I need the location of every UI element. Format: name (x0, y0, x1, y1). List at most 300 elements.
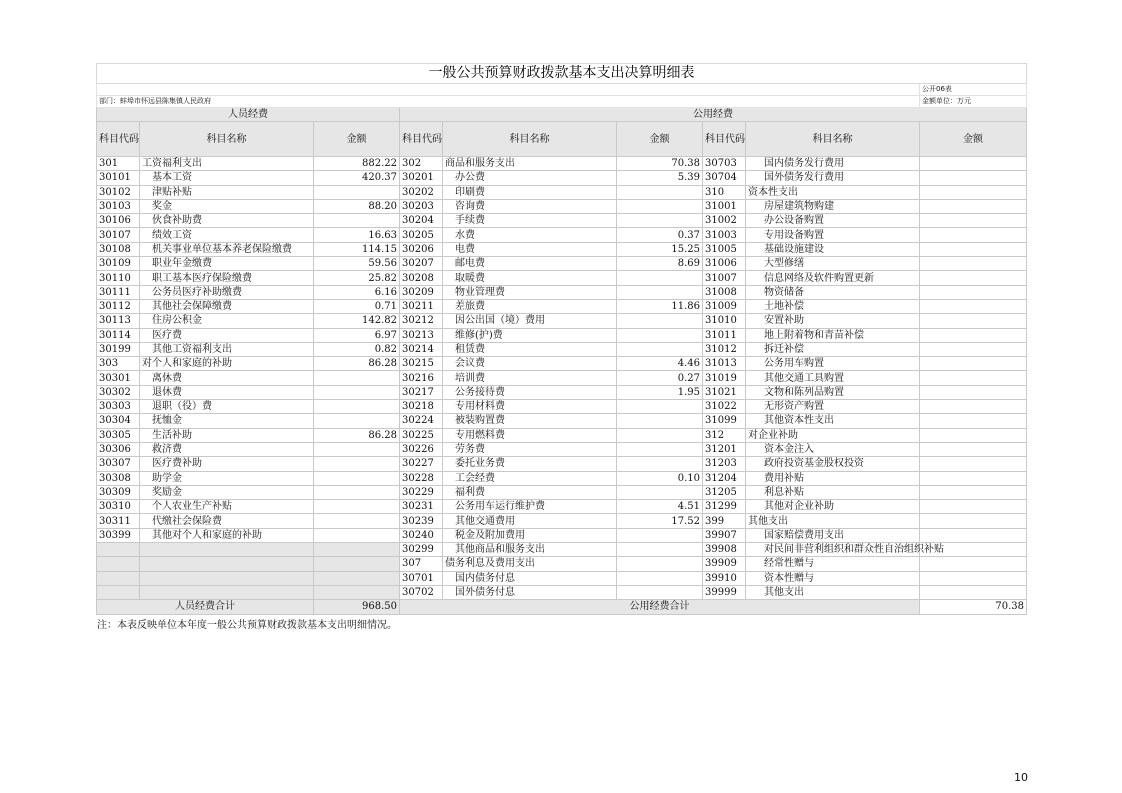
code-cell: 30701 (400, 571, 443, 585)
code-cell: 31022 (703, 400, 746, 414)
amount-cell (920, 171, 1027, 185)
name-cell: 培训费 (443, 371, 617, 385)
code-cell: 31204 (703, 471, 746, 485)
name-cell: 无形资产购置 (746, 400, 920, 414)
name-cell: 国外债务发行费用 (746, 171, 920, 185)
name-cell: 退职（役）费 (140, 400, 314, 414)
name-cell: 维修(护)费 (443, 328, 617, 342)
table-row (97, 257, 1027, 271)
code-cell: 399 (703, 514, 746, 528)
code-cell: 307 (400, 557, 443, 571)
amount-cell (920, 199, 1027, 213)
name-cell: 助学金 (140, 471, 314, 485)
amount-cell (314, 471, 400, 485)
header-code: 科目代码 (703, 122, 746, 157)
name-cell: 信息网络及软件购置更新 (746, 271, 920, 285)
code-cell: 30107 (97, 228, 140, 242)
amount-cell (314, 585, 400, 599)
header-amount: 金额 (920, 122, 1027, 157)
amount-cell (920, 585, 1027, 599)
name-cell: 其他支出 (746, 514, 920, 528)
amount-cell (920, 428, 1027, 442)
code-cell (97, 571, 140, 585)
name-cell: 国外债务付息 (443, 585, 617, 599)
table-row (97, 285, 1027, 299)
amount-cell: 6.16 (314, 285, 400, 299)
code-cell: 30113 (97, 314, 140, 328)
table-note: 注：本表反映单位本年度一般公共预算财政拨款基本支出明细情况。 (97, 620, 397, 631)
name-cell: 债务利息及费用支出 (443, 557, 617, 571)
amount-cell (314, 500, 400, 514)
table-row (97, 500, 1027, 514)
table-row (97, 299, 1027, 313)
code-cell: 30204 (400, 214, 443, 228)
total-row (97, 600, 1027, 614)
name-cell: 其他对企业补助 (746, 500, 920, 514)
amount-cell: 0.27 (617, 371, 703, 385)
code-cell: 30215 (400, 357, 443, 371)
amount-cell (617, 214, 703, 228)
amount-cell (920, 514, 1027, 528)
name-cell: 委托业务费 (443, 457, 617, 471)
table-row (97, 528, 1027, 542)
table-row (97, 242, 1027, 256)
name-cell: 医疗费补助 (140, 457, 314, 471)
name-cell (140, 543, 314, 557)
table-row (97, 185, 1027, 199)
amount-cell (920, 328, 1027, 342)
name-cell: 奖金 (140, 199, 314, 213)
code-cell: 39999 (703, 585, 746, 599)
code-cell: 30399 (97, 528, 140, 542)
table-row (97, 371, 1027, 385)
name-cell: 资本性支出 (746, 185, 920, 199)
amount-cell (314, 185, 400, 199)
code-cell: 31013 (703, 357, 746, 371)
amount-cell (920, 285, 1027, 299)
code-cell: 30202 (400, 185, 443, 199)
code-cell: 31021 (703, 385, 746, 399)
code-cell: 31205 (703, 485, 746, 499)
amount-cell (617, 185, 703, 199)
table-row (97, 571, 1027, 585)
name-cell: 国内债务付息 (443, 571, 617, 585)
name-cell: 其他资本性支出 (746, 414, 920, 428)
code-cell: 30201 (400, 171, 443, 185)
code-cell: 31010 (703, 314, 746, 328)
name-cell: 公务接待费 (443, 385, 617, 399)
code-cell: 30218 (400, 400, 443, 414)
name-cell: 办公费 (443, 171, 617, 185)
amount-cell: 86.28 (314, 357, 400, 371)
amount-cell (617, 314, 703, 328)
name-cell: 专用材料费 (443, 400, 617, 414)
name-cell (140, 557, 314, 571)
code-cell: 30310 (97, 500, 140, 514)
name-cell: 办公设备购置 (746, 214, 920, 228)
name-cell: 基本工资 (140, 171, 314, 185)
name-cell: 对民间非营利组织和群众性自治组织补贴 (746, 543, 920, 557)
code-cell: 30213 (400, 328, 443, 342)
code-cell (97, 557, 140, 571)
code-cell: 30225 (400, 428, 443, 442)
amount-cell (314, 543, 400, 557)
name-cell: 工资福利支出 (140, 157, 314, 171)
name-cell: 资本金注入 (746, 442, 920, 456)
code-cell: 31009 (703, 299, 746, 313)
amount-cell (617, 328, 703, 342)
code-cell: 303 (97, 357, 140, 371)
code-cell: 30214 (400, 342, 443, 356)
name-cell: 房屋建筑物购建 (746, 199, 920, 213)
amount-cell (920, 385, 1027, 399)
amount-cell (920, 528, 1027, 542)
name-cell: 资本性赠与 (746, 571, 920, 585)
code-cell: 31007 (703, 271, 746, 285)
report-sheet (96, 63, 1026, 615)
name-cell: 邮电费 (443, 257, 617, 271)
code-cell: 30212 (400, 314, 443, 328)
code-cell: 30199 (97, 342, 140, 356)
table-row (97, 342, 1027, 356)
code-cell (97, 543, 140, 557)
name-cell: 医疗费 (140, 328, 314, 342)
amount-cell (314, 371, 400, 385)
name-cell: 住房公积金 (140, 314, 314, 328)
name-cell: 救济费 (140, 442, 314, 456)
code-cell: 31201 (703, 442, 746, 456)
name-cell (140, 585, 314, 599)
code-cell: 30303 (97, 400, 140, 414)
name-cell: 退休费 (140, 385, 314, 399)
amount-cell (617, 414, 703, 428)
code-cell: 30103 (97, 199, 140, 213)
name-cell: 水费 (443, 228, 617, 242)
amount-cell: 17.52 (617, 514, 703, 528)
code-cell (97, 585, 140, 599)
table-row (97, 557, 1027, 571)
code-cell: 30209 (400, 285, 443, 299)
code-cell: 30111 (97, 285, 140, 299)
amount-cell (314, 485, 400, 499)
code-cell: 30208 (400, 271, 443, 285)
code-cell: 30302 (97, 385, 140, 399)
code-cell: 30304 (97, 414, 140, 428)
name-cell: 劳务费 (443, 442, 617, 456)
amount-cell (617, 528, 703, 542)
expenditure-table (96, 63, 1027, 615)
name-cell: 因公出国（境）费用 (443, 314, 617, 328)
amount-cell: 25.82 (314, 271, 400, 285)
unit-label: 金额单位：万元 (920, 96, 1027, 108)
code-cell: 30703 (703, 157, 746, 171)
code-cell: 30299 (400, 543, 443, 557)
name-cell: 大型修缮 (746, 257, 920, 271)
code-cell: 312 (703, 428, 746, 442)
name-cell: 代缴社会保险费 (140, 514, 314, 528)
personnel-total-label: 人员经费合计 (97, 600, 314, 614)
table-row (97, 328, 1027, 342)
amount-cell (920, 414, 1027, 428)
amount-cell (920, 257, 1027, 271)
code-cell: 31012 (703, 342, 746, 356)
name-cell: 公务用车运行维护费 (443, 500, 617, 514)
amount-cell (617, 457, 703, 471)
amount-cell (617, 428, 703, 442)
name-cell: 津贴补贴 (140, 185, 314, 199)
code-cell: 30309 (97, 485, 140, 499)
code-cell: 30228 (400, 471, 443, 485)
code-cell: 39910 (703, 571, 746, 585)
name-cell: 绩效工资 (140, 228, 314, 242)
amount-cell: 6.97 (314, 328, 400, 342)
amount-cell: 70.38 (617, 157, 703, 171)
amount-cell (617, 199, 703, 213)
name-cell: 电费 (443, 242, 617, 256)
amount-cell: 420.37 (314, 171, 400, 185)
code-cell: 30106 (97, 214, 140, 228)
amount-cell (920, 314, 1027, 328)
code-cell: 30109 (97, 257, 140, 271)
code-cell: 30240 (400, 528, 443, 542)
header-name: 科目名称 (443, 122, 617, 157)
name-cell: 政府投资基金股权投资 (746, 457, 920, 471)
name-cell: 物业管理费 (443, 285, 617, 299)
code-cell: 30110 (97, 271, 140, 285)
personnel-total-value: 968.50 (314, 600, 400, 614)
table-row (97, 442, 1027, 456)
amount-cell (920, 157, 1027, 171)
amount-cell (314, 385, 400, 399)
name-cell: 文物和陈列品购置 (746, 385, 920, 399)
code-cell: 30704 (703, 171, 746, 185)
name-cell: 经常性赠与 (746, 557, 920, 571)
code-cell: 31002 (703, 214, 746, 228)
amount-cell (617, 585, 703, 599)
name-cell: 专用设备购置 (746, 228, 920, 242)
code-cell: 39909 (703, 557, 746, 571)
amount-cell (617, 271, 703, 285)
name-cell: 基础设施建设 (746, 242, 920, 256)
code-cell: 31003 (703, 228, 746, 242)
amount-cell (920, 342, 1027, 356)
amount-cell: 0.37 (617, 228, 703, 242)
header-code: 科目代码 (400, 122, 443, 157)
name-cell: 取暖费 (443, 271, 617, 285)
code-cell: 31008 (703, 285, 746, 299)
table-row (97, 585, 1027, 599)
amount-cell (617, 557, 703, 571)
amount-cell: 882.22 (314, 157, 400, 171)
code-cell: 30308 (97, 471, 140, 485)
code-cell: 31011 (703, 328, 746, 342)
name-cell: 其他交通工具购置 (746, 371, 920, 385)
amount-cell (920, 242, 1027, 256)
amount-cell (920, 214, 1027, 228)
amount-cell (314, 400, 400, 414)
amount-cell (920, 442, 1027, 456)
amount-cell: 8.69 (617, 257, 703, 271)
amount-cell: 1.95 (617, 385, 703, 399)
amount-cell (920, 500, 1027, 514)
section-public: 公用经费 (400, 108, 1027, 122)
code-cell: 39907 (703, 528, 746, 542)
name-cell: 公务用车购置 (746, 357, 920, 371)
form-number: 公开06表 (920, 84, 1027, 96)
amount-cell (617, 342, 703, 356)
table-row (97, 228, 1027, 242)
name-cell: 其他支出 (746, 585, 920, 599)
name-cell: 咨询费 (443, 199, 617, 213)
name-cell: 离休费 (140, 371, 314, 385)
code-cell: 30231 (400, 500, 443, 514)
code-cell: 31099 (703, 414, 746, 428)
code-cell: 39908 (703, 543, 746, 557)
name-cell: 拆迁补偿 (746, 342, 920, 356)
code-cell: 31005 (703, 242, 746, 256)
amount-cell: 59.56 (314, 257, 400, 271)
amount-cell (920, 471, 1027, 485)
amount-cell: 114.15 (314, 242, 400, 256)
name-cell: 安置补助 (746, 314, 920, 328)
header-name: 科目名称 (140, 122, 314, 157)
amount-cell (617, 571, 703, 585)
table-row (97, 171, 1027, 185)
table-row (97, 357, 1027, 371)
code-cell: 302 (400, 157, 443, 171)
amount-cell (920, 557, 1027, 571)
code-cell: 30305 (97, 428, 140, 442)
name-cell (140, 571, 314, 585)
name-cell: 土地补偿 (746, 299, 920, 313)
name-cell: 生活补助 (140, 428, 314, 442)
name-cell: 费用补贴 (746, 471, 920, 485)
code-cell: 30112 (97, 299, 140, 313)
department-label: 部门：蚌埠市怀远县陈集镇人民政府 (97, 96, 920, 108)
code-cell: 30216 (400, 371, 443, 385)
table-row (97, 514, 1027, 528)
name-cell: 伙食补助费 (140, 214, 314, 228)
table-row (97, 385, 1027, 399)
table-row (97, 414, 1027, 428)
code-cell: 30102 (97, 185, 140, 199)
amount-cell: 86.28 (314, 428, 400, 442)
amount-cell (314, 528, 400, 542)
amount-cell (920, 271, 1027, 285)
table-row (97, 314, 1027, 328)
code-cell: 30227 (400, 457, 443, 471)
code-cell: 31006 (703, 257, 746, 271)
amount-cell (314, 457, 400, 471)
amount-cell: 0.71 (314, 299, 400, 313)
amount-cell (314, 514, 400, 528)
code-cell: 30702 (400, 585, 443, 599)
code-cell: 30217 (400, 385, 443, 399)
amount-cell: 4.46 (617, 357, 703, 371)
amount-cell: 5.39 (617, 171, 703, 185)
amount-cell (314, 557, 400, 571)
name-cell: 个人农业生产补贴 (140, 500, 314, 514)
amount-cell: 142.82 (314, 314, 400, 328)
header-code: 科目代码 (97, 122, 140, 157)
name-cell: 其他工资福利支出 (140, 342, 314, 356)
amount-cell (314, 442, 400, 456)
code-cell: 30211 (400, 299, 443, 313)
amount-cell (920, 485, 1027, 499)
table-row (97, 428, 1027, 442)
code-cell: 31001 (703, 199, 746, 213)
code-cell: 30229 (400, 485, 443, 499)
amount-cell (314, 214, 400, 228)
amount-cell: 11.86 (617, 299, 703, 313)
table-row (97, 214, 1027, 228)
amount-cell (617, 543, 703, 557)
code-cell: 30301 (97, 371, 140, 385)
code-cell: 30306 (97, 442, 140, 456)
amount-cell (920, 571, 1027, 585)
table-row (97, 543, 1027, 557)
name-cell: 其他社会保障缴费 (140, 299, 314, 313)
column-header-row (97, 122, 1027, 157)
code-cell: 310 (703, 185, 746, 199)
code-cell: 30239 (400, 514, 443, 528)
name-cell: 租赁费 (443, 342, 617, 356)
name-cell: 其他交通费用 (443, 514, 617, 528)
amount-cell (920, 371, 1027, 385)
name-cell: 职工基本医疗保险缴费 (140, 271, 314, 285)
name-cell: 印刷费 (443, 185, 617, 199)
code-cell: 30114 (97, 328, 140, 342)
table-row (97, 457, 1027, 471)
header-amount: 金额 (617, 122, 703, 157)
amount-cell (617, 285, 703, 299)
public-total-value: 70.38 (920, 600, 1027, 614)
name-cell: 职业年金缴费 (140, 257, 314, 271)
name-cell: 专用燃料费 (443, 428, 617, 442)
code-cell: 301 (97, 157, 140, 171)
amount-cell: 0.82 (314, 342, 400, 356)
report-title: 一般公共预算财政拨款基本支出决算明细表 (97, 64, 1027, 84)
header-name: 科目名称 (746, 122, 920, 157)
name-cell: 福利费 (443, 485, 617, 499)
table-row (97, 271, 1027, 285)
amount-cell: 15.25 (617, 242, 703, 256)
table-row (97, 471, 1027, 485)
code-cell: 30101 (97, 171, 140, 185)
name-cell: 对企业补助 (746, 428, 920, 442)
page-number: 10 (1014, 771, 1028, 784)
amount-cell (920, 185, 1027, 199)
section-personnel: 人员经费 (97, 108, 400, 122)
table-row (97, 400, 1027, 414)
code-cell: 30206 (400, 242, 443, 256)
table-row (97, 199, 1027, 213)
name-cell: 工会经费 (443, 471, 617, 485)
name-cell: 被装购置费 (443, 414, 617, 428)
name-cell: 商品和服务支出 (443, 157, 617, 171)
amount-cell (920, 228, 1027, 242)
amount-cell (920, 299, 1027, 313)
amount-cell: 16.63 (314, 228, 400, 242)
code-cell: 30203 (400, 199, 443, 213)
name-cell: 地上附着物和青苗补偿 (746, 328, 920, 342)
name-cell: 手续费 (443, 214, 617, 228)
code-cell: 30108 (97, 242, 140, 256)
code-cell: 30311 (97, 514, 140, 528)
name-cell: 国家赔偿费用支出 (746, 528, 920, 542)
amount-cell: 88.20 (314, 199, 400, 213)
table-row (97, 157, 1027, 171)
